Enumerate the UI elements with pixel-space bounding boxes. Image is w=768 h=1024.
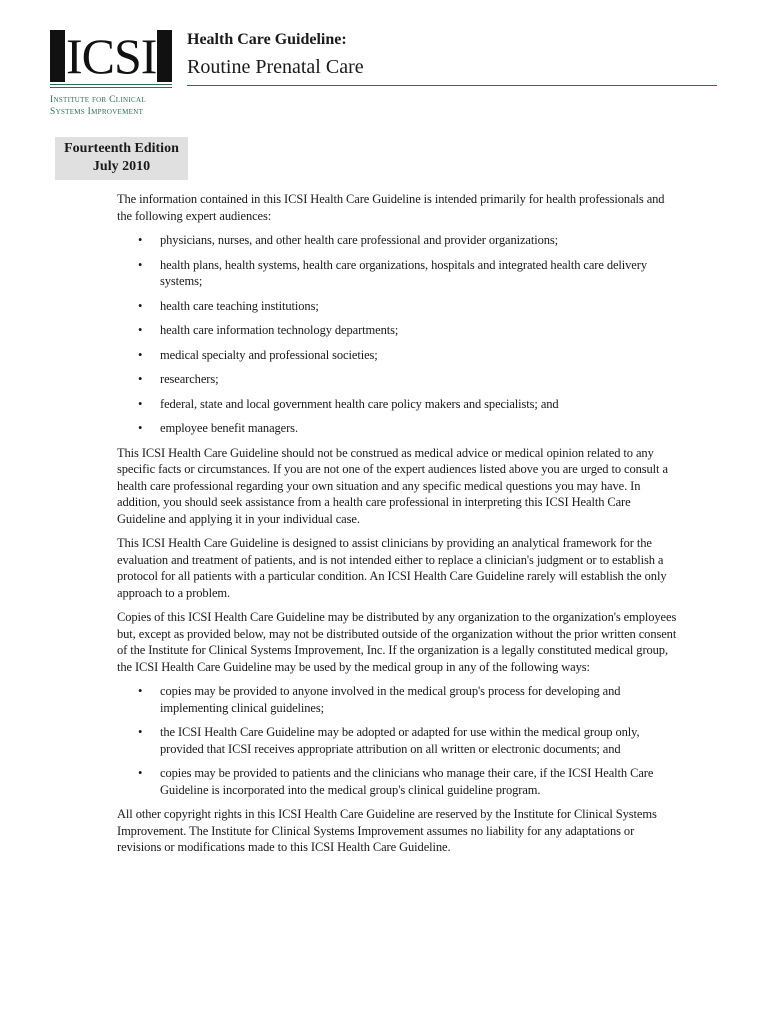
list-item-text: physicians, nurses, and other health care professional and provider organizations; — [160, 233, 559, 247]
logo-rule — [50, 84, 172, 85]
logo-bar-right — [157, 30, 172, 82]
logo-subtitle-line2: Systems Improvement — [50, 107, 144, 117]
header-kicker: Health Care Guideline: — [187, 31, 347, 48]
edition-number: Fourteenth Edition — [64, 141, 179, 156]
bullet-icon: • — [138, 766, 143, 780]
framework-paragraph: This ICSI Health Care Guideline is designed to assist clinicians by providing an analytical framework for the evaluation and treatment of patients, and is not intended either to replace a clinician's judgment or to establish a protocol for all patients with a particular condition. An ICSI Health Care Guideline rarely will establish the only approach to a problem. — [117, 536, 667, 600]
usage-list — [117, 683, 679, 798]
logo-subtitle — [50, 94, 172, 118]
list-item-text: copies may be provided to anyone involved in the medical group's process for developing and implementing clinical guidelines; — [160, 684, 621, 715]
bullet-icon: • — [138, 323, 143, 337]
logo-rule-second — [50, 87, 172, 88]
document-body — [117, 191, 679, 864]
bullet-icon: • — [138, 396, 143, 411]
bullet-icon: • — [138, 684, 143, 698]
list-item-text: the ICSI Health Care Guideline may be adopted or adapted for use within the medical group only, provided that ICSI receives appropriate attribution on all written or electronic documents; and — [160, 725, 640, 756]
list-item-text: researchers; — [160, 372, 219, 386]
bullet-icon: • — [138, 298, 143, 313]
list-item — [117, 298, 679, 315]
document-title: Routine Prenatal Care — [187, 53, 717, 86]
list-item — [117, 420, 679, 437]
bullet-icon: • — [138, 233, 143, 247]
list-item-text: health plans, health systems, health care organizations, hospitals and integrated health care delivery systems; — [160, 257, 647, 288]
logo-bar-left — [50, 30, 65, 82]
audience-list — [117, 232, 679, 437]
list-item-text: health care information technology departments; — [160, 323, 399, 337]
list-item — [117, 683, 679, 716]
list-item — [117, 232, 679, 249]
logo-subtitle-line1: Institute for Clinical — [50, 95, 146, 105]
bullet-icon: • — [138, 257, 143, 272]
intro-paragraph: The information contained in this ICSI Health Care Guideline is intended primarily for health professionals and the following expert audiences: — [117, 192, 665, 223]
bullet-icon: • — [138, 347, 143, 362]
list-item — [117, 347, 679, 364]
advice-paragraph: This ICSI Health Care Guideline should not be construed as medical advice or medical opinion related to any specific facts or circumstances. If you are not one of the expert audiences listed above you are urged to consult a health care professional regarding your own situation and any specific medical questions you may have. In addition, you should seek assistance from a health care professional in interpreting this ICSI Health Care Guideline and applying it in your individual case. — [117, 445, 668, 526]
list-item — [117, 322, 679, 339]
list-item-text: copies may be provided to patients and the clinicians who manage their care, if the ICSI Health Care Guideline is incorporated into the medical group's clinical guideline program. — [160, 766, 654, 797]
bullet-icon: • — [138, 421, 143, 435]
list-item — [117, 724, 679, 757]
rights-paragraph: All other copyright rights in this ICSI Health Care Guideline are reserved by the Institute for Clinical Systems Improvement. The Institute for Clinical Systems Improvement assumes no liability for any adaptations or revisions or modifications made to this ICSI Health Care Guideline. — [117, 807, 657, 854]
logo-mark — [50, 28, 172, 86]
list-item-text: health care teaching institutions; — [160, 298, 319, 313]
edition-date: July 2010 — [92, 159, 151, 174]
document-header — [187, 30, 717, 86]
logo-text: ICSI — [66, 28, 157, 84]
list-item — [117, 765, 679, 798]
list-item — [117, 257, 679, 290]
list-item — [117, 396, 679, 413]
edition-box — [55, 137, 188, 180]
copies-paragraph: Copies of this ICSI Health Care Guideline may be distributed by any organization to the organization's employees but, except as provided below, may not be distributed outside of the organization without the prior written consent of the Institute for Clinical Systems Improvement, Inc. If the organization is a legally constituted medical group, the ICSI Health Care Guideline may be used by the medical group in any of the following ways: — [117, 610, 677, 674]
bullet-icon: • — [138, 372, 143, 386]
list-item-text: medical specialty and professional societies; — [160, 347, 378, 362]
list-item — [117, 371, 679, 388]
bullet-icon: • — [138, 725, 143, 739]
list-item-text: employee benefit managers. — [160, 421, 298, 435]
list-item-text: federal, state and local government health care policy makers and specialists; and — [160, 396, 559, 411]
icsi-logo — [50, 28, 172, 118]
